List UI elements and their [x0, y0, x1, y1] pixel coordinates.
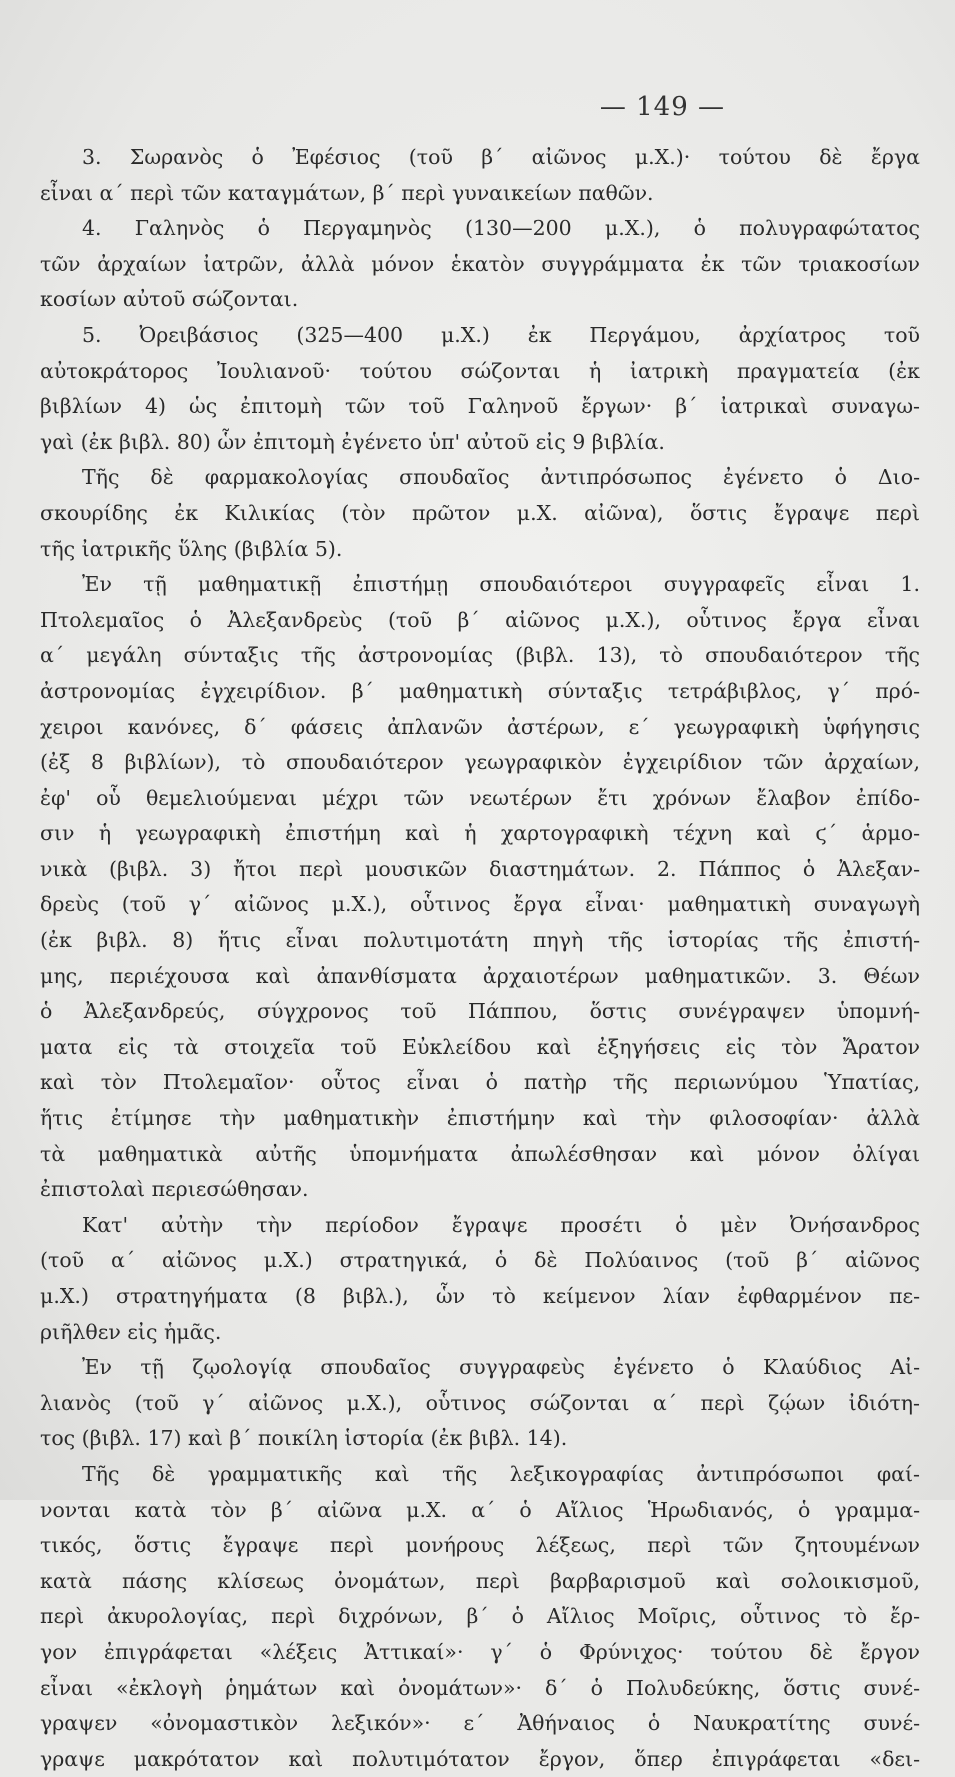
text-line: χειροι κανόνες, δ΄ φάσεις ἀπλανῶν ἀστέρων, ε΄ γεωγραφικὴ ὑφήγησις: [40, 714, 920, 739]
text-line: ματα εἰς τὰ στοιχεῖα τοῦ Εὐκλείδου καὶ ἐξηγήσεις εἰς τὸν Ἄρατον: [40, 1034, 920, 1059]
text-line: γαὶ (ἐκ βιβλ. 80) ὧν ἐπιτομὴ ἐγένετο ὑπ' αὐτοῦ εἰς 9 βιβλία.: [40, 429, 665, 454]
text-line: μης, περιέχουσα καὶ ἀπανθίσματα ἀρχαιοτέρων μαθηματικῶν. 3. Θέων: [40, 963, 920, 988]
text-line: βιβλίων 4) ὡς ἐπιτομὴ τῶν τοῦ Γαληνοῦ ἔργων· β΄ ἰατρικαὶ συναγω-: [40, 394, 920, 419]
text-line: τὰ μαθηματικὰ αὐτῆς ὑπομνήματα ἀπωλέσθησαν καὶ μόνον ὀλίγαι: [40, 1141, 920, 1166]
text-line: τικός, ὅστις ἔγραψε περὶ μονήρους λέξεως, περὶ τῶν ζητουμένων: [40, 1533, 920, 1558]
text-line: Τῆς δὲ γραμματικῆς καὶ τῆς λεξικογραφίας ἀντιπρόσωποι φαί-: [82, 1461, 920, 1486]
text-line: ἀστρονομίας ἐγχειρίδιον. β΄ μαθηματικὴ σύνταξις τετράβιβλος, γ΄ πρό-: [40, 678, 920, 703]
text-line: τῆς ἰατρικῆς ὕλης (βιβλία 5).: [40, 536, 343, 561]
text-line: νικὰ (βιβλ. 3) ἤτοι περὶ μουσικῶν διαστημάτων. 2. Πάππος ὁ Ἀλεξαν-: [40, 856, 920, 881]
text-line: εἶναι «ἐκλογὴ ῥημάτων καὶ ὀνομάτων»· δ΄ ὁ Πολυδεύκης, ὅστις συνέ-: [40, 1675, 920, 1700]
text-line: μ.Χ.) στρατηγήματα (8 βιβλ.), ὧν τὸ κείμενον λίαν ἐφθαρμένον πε-: [40, 1284, 920, 1308]
text-line: Τῆς δὲ φαρμακολογίας σπουδαῖος ἀντιπρόσωπος ἐγένετο ὁ Διο-: [82, 465, 920, 490]
text-line: Πτολεμαῖος ὁ Ἀλεξανδρεὺς (τοῦ β΄ αἰῶνος μ.Χ.), οὗτινος ἔργα εἶναι: [40, 607, 920, 632]
text-line: (ἐκ βιβλ. 8) ἥτις εἶναι πολυτιμοτάτη πηγὴ τῆς ἱστορίας τῆς ἐπιστή-: [40, 928, 920, 953]
text-line: ἥτις ἐτίμησε τὴν μαθηματικὴν ἐπιστήμην καὶ τὴν φιλοσοφίαν· ἀλλὰ: [40, 1106, 920, 1131]
text-line: εἶναι α΄ περὶ τῶν καταγμάτων, β΄ περὶ γυναικείων παθῶν.: [40, 180, 654, 205]
text-line: σκουρίδης ἐκ Κιλικίας (τὸν πρῶτον μ.Χ. αἰῶνα), ὅστις ἔγραψε περὶ: [40, 500, 920, 525]
text-line: Ἐν τῇ μαθηματικῇ ἐπιστήμῃ σπουδαιότεροι συγγραφεῖς εἶναι 1.: [82, 572, 920, 597]
text-line: ἐπιστολαὶ περιεσώθησαν.: [40, 1177, 309, 1202]
text-line: ριῆλθεν εἰς ἡμᾶς.: [40, 1319, 222, 1344]
text-line: δρεὺς (τοῦ γ΄ αἰῶνος μ.Χ.), οὗτινος ἔργα εἶναι· μαθηματικὴ συναγωγὴ: [40, 892, 920, 917]
text-line: τος (βιβλ. 17) καὶ β΄ ποικίλη ἱστορία (ἐκ βιβλ. 14).: [40, 1426, 568, 1451]
text-line: περὶ ἀκυρολογίας, περὶ διχρόνων, β΄ ὁ Αἴλιος Μοῖρις, οὗτινος τὸ ἔρ-: [40, 1604, 920, 1629]
text-line: Ἐν τῇ ζῳολογίᾳ σπουδαῖος συγγραφεὺς ἐγένετο ὁ Κλαύδιος Αἰ-: [82, 1355, 920, 1380]
text-line: τῶν ἀρχαίων ἰατρῶν, ἀλλὰ μόνον ἑκατὸν συγγράμματα ἐκ τῶν τριακοσίων: [40, 251, 920, 276]
body-text: [40, 140, 920, 1777]
text-line: γραψεν «ὀνομαστικὸν λεξικόν»· ε΄ Ἀθήναιος ὁ Ναυκρατίτης συνέ-: [40, 1711, 920, 1736]
text-line: 3. Σωρανὸς ὁ Ἐφέσιος (τοῦ β΄ αἰῶνος μ.Χ.)· τούτου δὲ ἔργα: [82, 145, 920, 169]
text-line: αὐτοκράτορος Ἰουλιανοῦ· τούτου σώζονται ἡ ἰατρικὴ πραγματεία (ἐκ: [40, 358, 920, 383]
text-line: α΄ μεγάλη σύνταξις τῆς ἀστρονομίας (βιβλ. 13), τὸ σπουδαιότερον τῆς: [40, 643, 920, 668]
text-line: 5. Ὀρειβάσιος (325—400 μ.Χ.) ἐκ Περγάμου, ἀρχίατρος τοῦ: [82, 322, 920, 347]
text-line: ἐφ' οὗ θεμελιούμεναι μέχρι τῶν νεωτέρων ἔτι χρόνων ἔλαβον ἐπίδο-: [40, 785, 920, 810]
text-line: λιανὸς (τοῦ γ΄ αἰῶνος μ.Χ.), οὗτινος σώζονται α΄ περὶ ζῴων ἰδιότη-: [40, 1390, 920, 1415]
text-line: κατὰ πάσης κλίσεως ὀνομάτων, περὶ βαρβαρισμοῦ καὶ σολοικισμοῦ,: [40, 1568, 920, 1593]
page-number: — 149 —: [599, 92, 725, 122]
text-line: σιν ἡ γεωγραφικὴ ἐπιστήμη καὶ ἡ χαρτογραφικὴ τέχνη καὶ ϛ΄ ἁρμο-: [40, 821, 920, 846]
text-line: γον ἐπιγράφεται «λέξεις Ἀττικαί»· γ΄ ὁ Φρύνιχος· τούτου δὲ ἔργον: [40, 1639, 920, 1664]
text-line: γραψε μακρότατον καὶ πολυτιμότατον ἔργον, ὅπερ ἐπιγράφεται «δει-: [40, 1746, 920, 1771]
text-line: καὶ τὸν Πτολεμαῖον· οὗτος εἶναι ὁ πατὴρ τῆς περιωνύμου Ὑπατίας,: [40, 1070, 920, 1095]
text-line: (τοῦ α΄ αἰῶνος μ.Χ.) στρατηγικά, ὁ δὲ Πολύαινος (τοῦ β΄ αἰῶνος: [40, 1248, 920, 1273]
text-line: νονται κατὰ τὸν β΄ αἰῶνα μ.Χ. α΄ ὁ Αἴλιος Ἡρωδιανός, ὁ γραμμα-: [40, 1497, 920, 1522]
text-line: 4. Γαληνὸς ὁ Περγαμηνὸς (130—200 μ.Χ.), ὁ πολυγραφώτατος: [82, 216, 920, 241]
text-line: (ἐξ 8 βιβλίων), τὸ σπουδαιότερον γεωγραφικὸν ἐγχειρίδιον τῶν ἀρχαίων,: [40, 750, 920, 775]
text-line: ὁ Ἀλεξανδρεύς, σύγχρονος τοῦ Πάππου, ὅστις συνέγραψεν ὑπομνή-: [40, 999, 920, 1024]
text-line: κοσίων αὐτοῦ σώζονται.: [40, 287, 299, 312]
text-line: Κατ' αὐτὴν τὴν περίοδον ἔγραψε προσέτι ὁ μὲν Ὀνήσανδρος: [82, 1212, 920, 1237]
